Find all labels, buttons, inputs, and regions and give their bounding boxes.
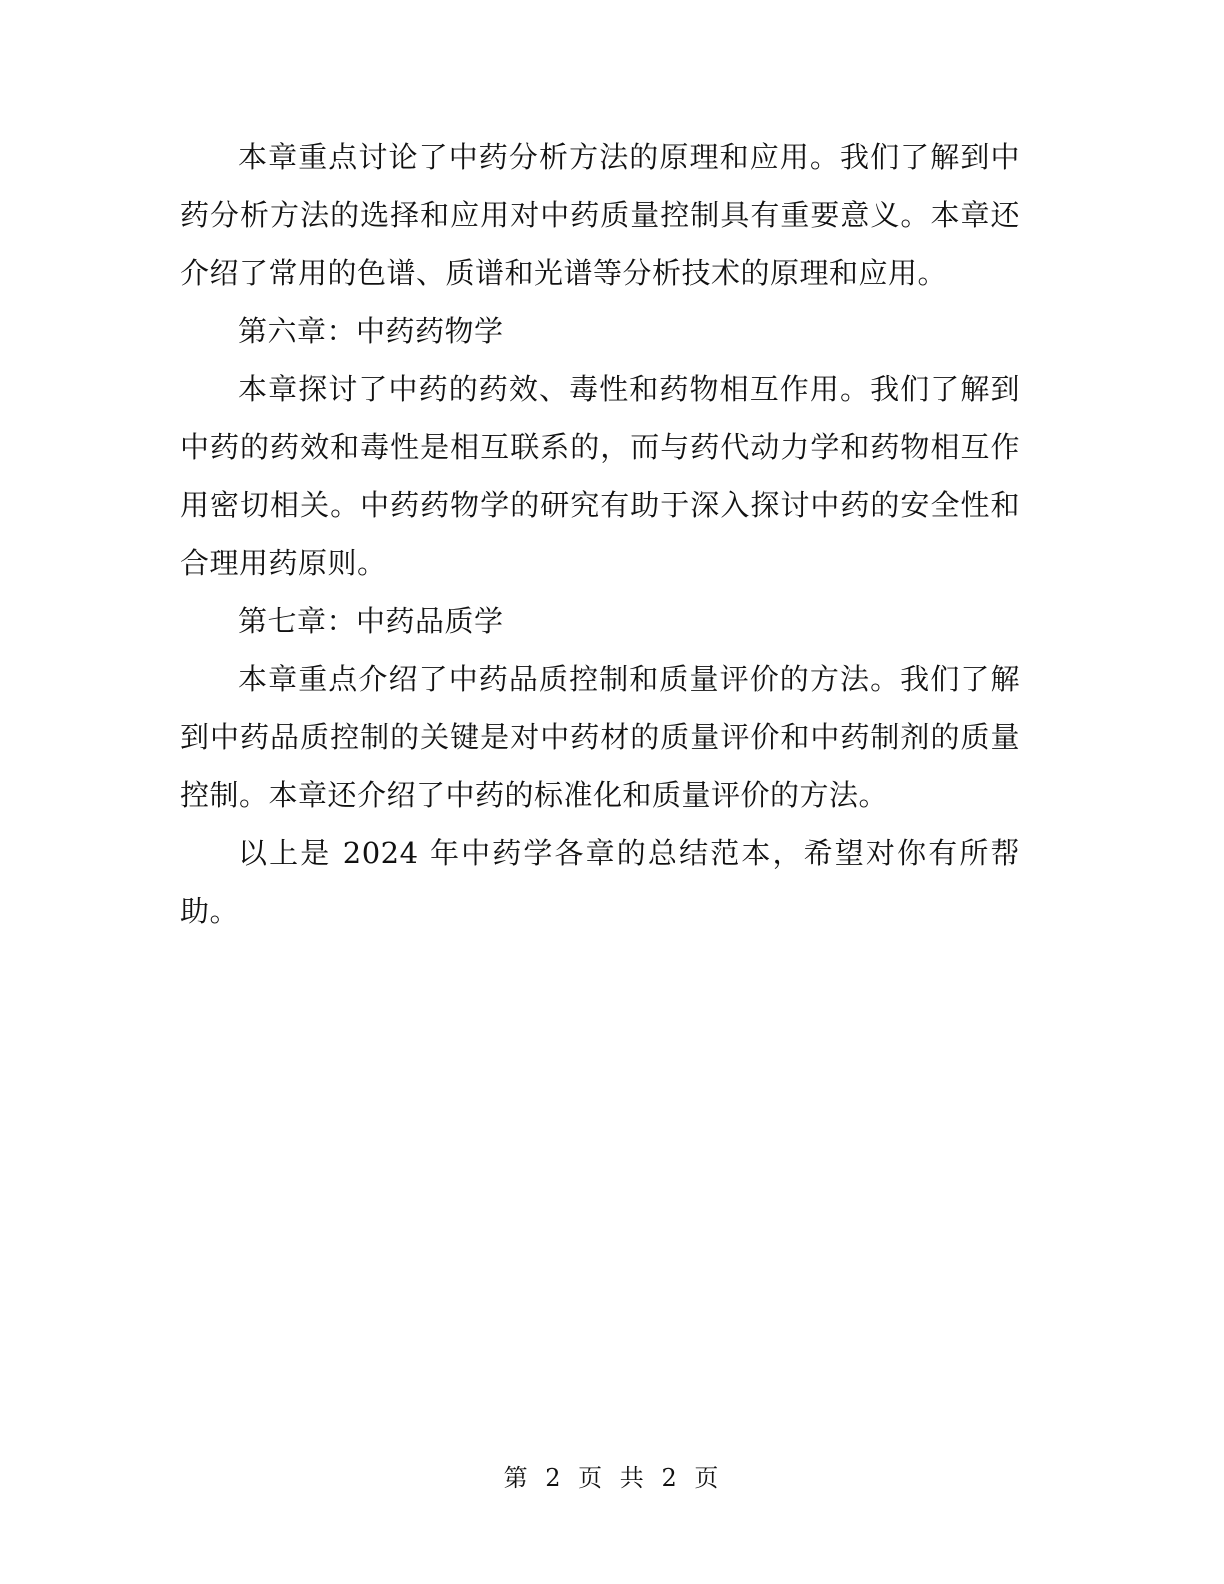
closing-paragraph: 以上是 2024 年中药学各章的总结范本，希望对你有所帮助。	[180, 836, 1020, 928]
paragraph-quality: 本章重点介绍了中药品质控制和质量评价的方法。我们了解到中药品质控制的关键是对中药材的质量评价和中药制剂的质量控制。本章还介绍了中药的标准化和质量评价的方法。	[180, 662, 1020, 812]
paragraph-pharmacology: 本章探讨了中药的药效、毒性和药物相互作用。我们了解到中药的药效和毒性是相互联系的，而与药代动力学和药物相互作用密切相关。中药药物学的研究有助于深入探讨中药的安全性和合理用药原则。	[180, 372, 1020, 580]
document-body	[180, 128, 1020, 940]
paragraph-analysis-methods: 本章重点讨论了中药分析方法的原理和应用。我们了解到中药分析方法的选择和应用对中药质量控制具有重要意义。本章还介绍了常用的色谱、质谱和光谱等分析技术的原理和应用。	[180, 140, 1020, 290]
chapter-six-heading: 第六章：中药药物学	[238, 314, 504, 348]
page-number-footer: 第 2 页 共 2 页	[503, 1464, 721, 1492]
chapter-seven-heading: 第七章：中药品质学	[238, 604, 504, 638]
